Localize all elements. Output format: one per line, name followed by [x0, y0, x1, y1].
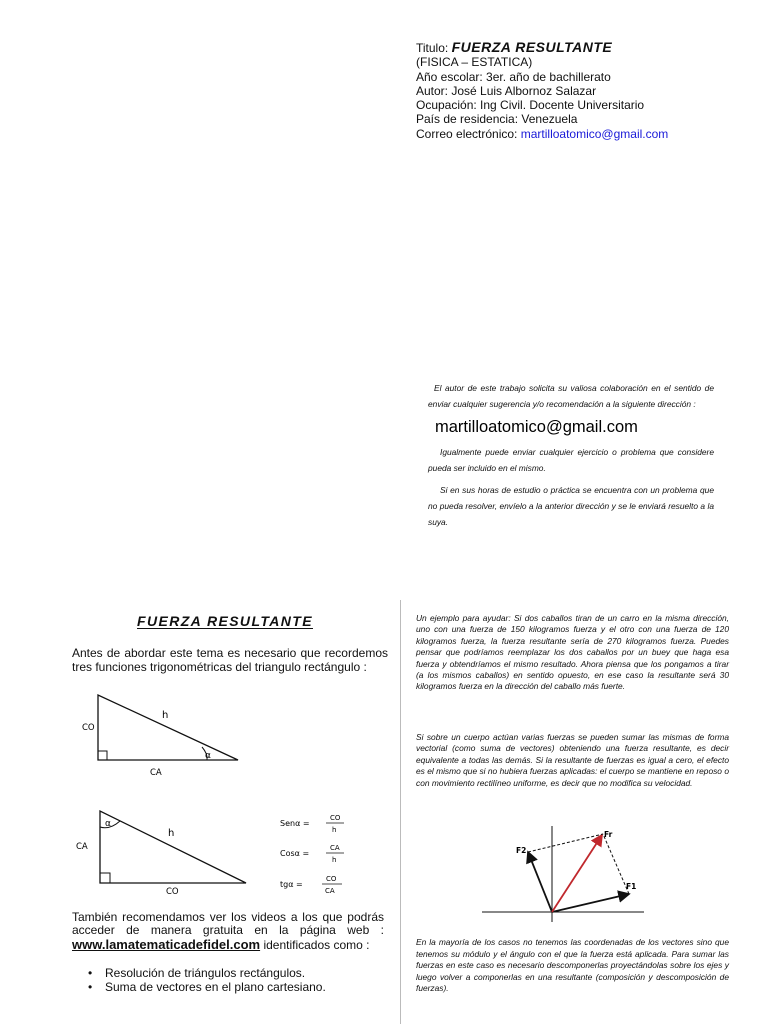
- svg-text:Cosα =: Cosα =: [280, 849, 310, 858]
- author-request-text: El autor de este trabajo solicita su valiosa colaboración en el sentido de enviar cualquier sugerencia y/o recomendación a la siguiente dirección :: [428, 383, 714, 409]
- right-triangle-diagram-2: [70, 806, 260, 898]
- svg-text:CO: CO: [326, 875, 337, 883]
- trig-formulas: [280, 810, 370, 896]
- decomposition-text: En la mayoría de los casos no tenemos las coordenadas de los vectores sino que tenemos su módulo y el ángulo con el que la fuerza está aplicada. Para sumar las fuerzas en este caso es necesario descomponerlas proyectándolas sobre los ejes y luego volver a componerlas en una resultante (composición y descomposición de fuerzas).: [416, 937, 729, 994]
- tri1-ca-label: CA: [150, 768, 162, 778]
- subtitle: (FISICA – ESTATICA): [416, 55, 533, 70]
- svg-text:CA: CA: [325, 887, 335, 895]
- tri2-co-label: CO: [166, 887, 179, 897]
- email-row: [416, 127, 756, 141]
- problem-request-text: Si en sus horas de estudio o práctica se encuentra con un problema que no pueda resolver, envíelo a la anterior dirección y se le enviará resuelto a la suya.: [428, 485, 714, 527]
- right-angle-marker-1: [98, 751, 107, 760]
- title-row: [416, 40, 756, 55]
- intro-text: Antes de abordar este tema es necesario que recordemos tres funciones trigonométricas del triangulo rectángulo :: [72, 646, 388, 674]
- svg-text:tgα =: tgα =: [280, 880, 303, 889]
- list-item: • Resolución de triángulos rectángulos.: [88, 966, 388, 980]
- vector-sum-text: Si sobre un cuerpo actúan varias fuerzas se pueden sumar las mismas de forma vectorial (como suma de vectores) obteniendo una fuerza resultante, es decir equivalente a todas las demás. Si la resultante de fuerzas es igual a cero, el efecto es el mismo que si no hubiera fuerzas aplicadas: el cuerpo se mantiene en reposo o con movimiento rectilíneo uniforme, es decir que no modifica su velocidad.: [416, 732, 729, 788]
- right-triangle-diagram-1: [78, 690, 248, 780]
- right-angle-marker-2: [100, 873, 110, 883]
- tri2-ca-label: CA: [76, 842, 88, 852]
- occupation: Ocupación: Ing Civil. Docente Universitario: [416, 98, 645, 113]
- videos-text: [72, 911, 384, 952]
- svg-text:CO: CO: [330, 814, 341, 822]
- section-heading: FUERZA RESULTANTE: [137, 613, 313, 629]
- triangle-2-shape: [100, 811, 246, 883]
- horses-example-text: Un ejemplo para ayudar: Si dos caballos tiran de un carro en la misma dirección, uno con una fuerza de 150 kilogramos fuerza y el otro con una fuerza de 120 kilogramos fuerza, la fuerza resultante sería de 270 kilogramos fuerza. Puedes pensar que podríamos reemplazar los dos caballos por un buey que haga esa fuerza y obtendríamos el mismo resultado. Ahora piensa que los pongamos a tirar (a los mismos caballos) en sentido opuesto, en ese caso la resultante será 30 kilogramos fuerza en la dirección del caballo más fuerte.: [416, 613, 729, 692]
- website-link[interactable]: www.lamatematicadefidel.com: [72, 936, 261, 952]
- fr-label: Fr: [604, 830, 613, 839]
- f1-label: F1: [626, 882, 637, 891]
- videos-suffix: identificados como :: [263, 937, 370, 952]
- svg-text:Senα =: Senα =: [280, 819, 310, 828]
- sine-formula: [280, 814, 344, 834]
- document-title: FUERZA RESULTANTE: [451, 39, 613, 55]
- svg-text:h: h: [332, 856, 337, 864]
- svg-text:h: h: [332, 826, 337, 834]
- tri1-alpha-label: α: [205, 751, 211, 761]
- tri2-h-label: h: [168, 828, 175, 839]
- resultant-vector: [552, 835, 602, 912]
- column-divider: [400, 600, 401, 1024]
- tri2-alpha-label: α: [105, 819, 111, 829]
- residence: País de residencia: Venezuela: [416, 112, 578, 127]
- author: Autor: José Luis Albornoz Salazar: [416, 83, 597, 98]
- exercise-request-text: Igualmente puede enviar cualquier ejercicio o problema que considere pueda ser incluido en el mismo.: [428, 447, 714, 473]
- tri1-h-label: h: [162, 710, 169, 721]
- svg-text:CA: CA: [330, 844, 340, 852]
- f1-vector: [552, 894, 629, 912]
- list-item: • Suma de vectores en el plano cartesiano.: [88, 980, 388, 994]
- triangle-1-shape: [98, 695, 238, 760]
- title-label: Titulo:: [416, 41, 449, 55]
- f2-vector: [528, 852, 552, 912]
- videos-intro: También recomendamos ver los videos a los que podrás acceder de manera gratuita en la página web :: [72, 910, 384, 938]
- f2-label: F2: [516, 846, 527, 855]
- school-year: Año escolar: 3er. año de bachillerato: [416, 69, 611, 84]
- author-request: [428, 381, 714, 530]
- title-block: [416, 40, 756, 141]
- cosine-formula: [280, 844, 344, 864]
- contact-email[interactable]: martilloatomico@gmail.com: [435, 418, 638, 437]
- tri1-co-label: CO: [82, 723, 95, 733]
- tangent-formula: [280, 875, 342, 895]
- force-vector-diagram: [476, 822, 648, 924]
- email-link[interactable]: martilloatomico@gmail.com: [520, 126, 669, 141]
- video-topic-list: [88, 966, 388, 994]
- email-label: Correo electrónico:: [416, 126, 518, 141]
